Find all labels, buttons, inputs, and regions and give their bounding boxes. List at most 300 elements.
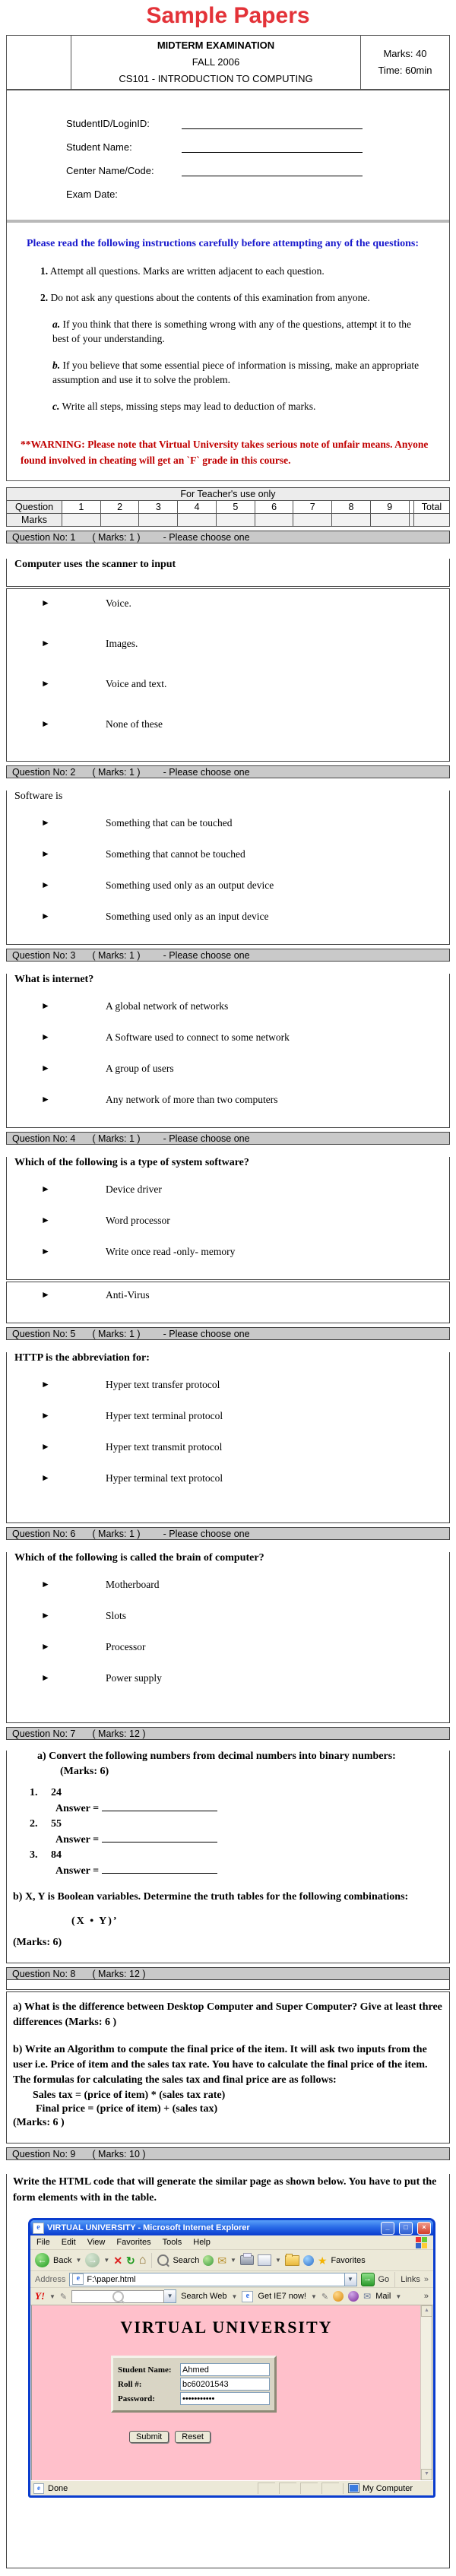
question-3-body [6, 974, 450, 1128]
browser-page-content [31, 2305, 432, 2480]
option-label: Motherboard [106, 1579, 160, 1590]
instruction-number: b. [52, 360, 61, 371]
scroll-down-icon[interactable]: ▼ [421, 2469, 432, 2480]
question-text: HTTP is the abbreviation for: [14, 1352, 150, 1364]
option-arrow-icon: ► [41, 1579, 50, 1589]
close-button[interactable]: × [417, 2222, 431, 2235]
option-arrow-icon: ► [41, 879, 50, 890]
option-label: None of these [106, 718, 163, 730]
option-label: Slots [106, 1610, 127, 1621]
ie-standard-toolbar [30, 2250, 433, 2271]
instruction-subitem-b [52, 358, 422, 387]
center-name-blank-line [182, 165, 363, 176]
yahoo-search-dropdown-icon[interactable]: ▼ [164, 2289, 176, 2303]
exam-course: CS101 - INTRODUCTION TO COMPUTING [119, 73, 313, 84]
question-choose-one: - Please choose one [163, 766, 250, 778]
answer-label: Answer = [55, 1803, 100, 1814]
student-field-row [66, 189, 449, 200]
q7-part-a: a) Convert the following numbers from decimal numbers into binary numbers: [37, 1751, 396, 1762]
question-choose-one: - Please choose one [163, 949, 250, 961]
instructions-heading: Please read the following instructions carefully before attempting any of the questions: [27, 238, 420, 249]
marks-row [7, 514, 450, 527]
vertical-scrollbar[interactable] [420, 2305, 432, 2480]
mcq-option[interactable] [41, 1183, 449, 1196]
question-3-header [6, 949, 450, 962]
status-segment [321, 2483, 339, 2494]
mcq-option[interactable] [41, 718, 449, 730]
question-5-body [6, 1352, 450, 1523]
question-text: Computer uses the scanner to input [14, 559, 176, 570]
question-number: Question No: 4 [12, 1133, 76, 1144]
option-label: Device driver [106, 1183, 162, 1195]
question-number: Question No: 7 [12, 1728, 76, 1739]
mcq-option[interactable] [41, 1578, 449, 1591]
print-button-icon[interactable] [240, 2255, 254, 2265]
question-number: Question No: 1 [12, 531, 76, 543]
option-arrow-icon: ► [41, 718, 50, 729]
studentid-label: StudentID/LoginID: [66, 118, 150, 129]
minimize-button[interactable]: _ [381, 2222, 394, 2235]
pencil-icon[interactable]: ✎ [59, 2292, 68, 2302]
option-arrow-icon: ► [41, 1246, 50, 1256]
q7-formula: (X • Y)’ [71, 1915, 119, 1927]
question-5-header [6, 1327, 450, 1340]
option-arrow-icon: ► [41, 1672, 50, 1683]
maximize-button[interactable]: □ [399, 2222, 413, 2235]
item-value: 24 [51, 1787, 62, 1798]
reset-button[interactable]: Reset [175, 2431, 211, 2443]
address-label: Address [35, 2274, 66, 2284]
option-arrow-icon: ► [41, 1410, 50, 1421]
student-name-blank-line [182, 141, 363, 153]
menu-item-edit[interactable]: Edit [61, 2238, 76, 2247]
question-row-label: Question [7, 501, 62, 514]
question-col: 3 [139, 501, 178, 514]
option-arrow-icon: ► [41, 1094, 50, 1104]
option-label: Processor [106, 1641, 146, 1652]
option-arrow-icon: ► [41, 1441, 50, 1452]
favorites-button-label[interactable]: Favorites [331, 2255, 366, 2265]
edit-dropdown-icon[interactable]: ▼ [274, 2257, 281, 2264]
item-value: 84 [51, 1849, 62, 1861]
mcq-option[interactable] [41, 848, 449, 860]
instruction-item-2 [40, 290, 422, 305]
question-col: 5 [216, 501, 255, 514]
mcq-option[interactable] [41, 597, 449, 610]
option-label: Hyper text transfer protocol [106, 1379, 220, 1390]
ie-page-icon: e [33, 2223, 44, 2234]
student-field-row [66, 141, 449, 153]
exam-header-empty-cell [7, 36, 71, 90]
question-number: Question No: 9 [12, 2148, 76, 2159]
question-1-options [6, 588, 450, 762]
option-arrow-icon: ► [41, 1379, 50, 1389]
q8-formula-2: Final price = (price of item) + (sales tax) [36, 2103, 218, 2115]
ie7-dropdown-icon[interactable]: ▼ [310, 2292, 317, 2300]
student-name-label: Student Name: [118, 2365, 172, 2375]
question-col: 1 [62, 501, 101, 514]
question-1-header [6, 531, 450, 543]
yahoo-search-input[interactable] [71, 2290, 164, 2303]
ie-menu-bar [30, 2235, 433, 2250]
address-dropdown-icon[interactable]: ▼ [345, 2273, 357, 2286]
center-name-label: Center Name/Code: [66, 165, 154, 176]
q7-item-3 [30, 1849, 449, 1862]
password-label: Password: [118, 2394, 155, 2403]
option-arrow-icon: ► [41, 911, 50, 921]
divider [7, 220, 449, 223]
instruction-subitem-c [52, 399, 422, 413]
option-label: Hyper terminal text protocol [106, 1472, 223, 1484]
mcq-option[interactable] [41, 1000, 449, 1012]
option-label: Something that can be touched [106, 817, 233, 829]
option-label: Hyper text terminal protocol [106, 1410, 223, 1421]
marks-cell [255, 514, 293, 527]
item-number: 1. [30, 1787, 38, 1798]
question-choose-one: - Please choose one [163, 1133, 250, 1144]
form-row [118, 2363, 270, 2376]
marks-total-cell [414, 514, 450, 527]
question-9-body [6, 2174, 450, 2568]
form-table [111, 2356, 277, 2413]
page-heading: VIRTUAL UNIVERSITY [120, 2318, 333, 2337]
status-segment [258, 2483, 275, 2494]
exam-time: Time: 60min [378, 65, 432, 76]
mcq-option[interactable] [41, 910, 449, 923]
history-button-icon[interactable] [203, 2255, 214, 2266]
go-button-icon[interactable]: → [361, 2273, 375, 2286]
form-buttons [129, 2431, 432, 2443]
question-choose-one: - Please choose one [163, 531, 250, 543]
refresh-button-icon[interactable]: ↻ [126, 2254, 135, 2267]
mcq-option[interactable] [41, 816, 449, 829]
messenger-button-icon[interactable] [303, 2255, 314, 2266]
forward-button-icon[interactable]: → [85, 2253, 100, 2267]
option-label: Images. [106, 638, 138, 649]
question-2-options [7, 816, 449, 923]
question-4-options [7, 1183, 449, 1258]
marks-cell [216, 514, 255, 527]
mcq-option[interactable] [41, 1609, 449, 1622]
menu-item-view[interactable]: View [87, 2238, 106, 2247]
question-col: 2 [100, 501, 139, 514]
my-computer-icon [348, 2483, 359, 2493]
instruction-number: c. [52, 401, 60, 412]
teacher-marks-table [6, 487, 450, 527]
mcq-option[interactable] [41, 1440, 449, 1453]
question-6-options [7, 1578, 449, 1684]
window-title: VIRTUAL UNIVERSITY - Microsoft Internet Explorer [47, 2223, 250, 2232]
back-button-icon[interactable]: ← [35, 2253, 49, 2267]
form-row [118, 2392, 270, 2405]
toolbar-overflow-icon[interactable]: » [423, 2292, 429, 2301]
page-title: Sample Papers [146, 3, 310, 28]
question-marks: ( Marks: 10 ) [92, 2148, 146, 2159]
back-button-label[interactable]: Back [53, 2255, 72, 2265]
option-label: Anti-Virus [106, 1289, 150, 1301]
question-8-spacer-box [6, 1980, 450, 1990]
option-label: A Software used to connect to some network [106, 1031, 290, 1043]
question-marks: ( Marks: 1 ) [92, 1133, 141, 1144]
answer-label: Answer = [55, 1834, 100, 1846]
submit-button[interactable]: Submit [129, 2431, 169, 2443]
exam-date-label: Exam Date: [66, 189, 118, 200]
instruction-text: Write all steps, missing steps may lead to deduction of marks. [62, 401, 316, 412]
q7-item-1 [30, 1787, 449, 1799]
q8-part-b-marks: (Marks: 6 ) [13, 2117, 65, 2128]
question-choose-one: - Please choose one [163, 1328, 250, 1339]
q8-part-a: a) What is the difference between Desktop Computer and Super Computer? Give at least three differences (Marks: 6 ) [13, 2001, 442, 2028]
mcq-option[interactable] [41, 1472, 449, 1484]
go-button-label[interactable]: Go [378, 2274, 390, 2284]
briefcase-icon[interactable] [348, 2291, 359, 2302]
option-label: Voice. [106, 597, 131, 609]
menu-item-file[interactable]: File [36, 2238, 50, 2247]
yahoo-mail-label[interactable]: Mail [375, 2292, 391, 2301]
question-2-body [6, 791, 450, 945]
password-input[interactable] [180, 2392, 270, 2405]
instruction-item-1 [40, 264, 422, 278]
question-number: Question No: 2 [12, 766, 76, 778]
instruction-number: 2. [40, 292, 49, 303]
mcq-option[interactable] [41, 1245, 449, 1258]
question-col: 7 [293, 501, 332, 514]
edit-button-icon[interactable] [258, 2254, 271, 2266]
answer-blank-line [102, 1832, 217, 1842]
q7-part-b: b) X, Y is Boolean variables. Determine the truth tables for the following combinations: [13, 1891, 409, 1903]
magnifier-icon [112, 2291, 124, 2302]
mcq-option[interactable] [41, 1640, 449, 1653]
toolbar-separator [394, 2272, 395, 2287]
marks-cell [293, 514, 332, 527]
question-6-header [6, 1527, 450, 1540]
question-number: Question No: 3 [12, 949, 76, 961]
status-segment [279, 2483, 296, 2494]
total-col-label: Total [414, 501, 450, 514]
links-label[interactable]: Links [401, 2274, 420, 2284]
mcq-option[interactable] [41, 1062, 449, 1075]
get-ie7-button[interactable]: Get IE7 now! [258, 2292, 306, 2301]
globe-icon[interactable] [333, 2291, 344, 2302]
mcq-option[interactable] [41, 1671, 449, 1684]
option-arrow-icon: ► [41, 1472, 50, 1483]
question-col: 6 [255, 501, 293, 514]
question-marks: ( Marks: 1 ) [92, 1528, 141, 1539]
item-number: 3. [30, 1849, 38, 1861]
question-4-options-continued [6, 1282, 450, 1323]
menu-item-favorites[interactable]: Favorites [116, 2238, 151, 2247]
question-number: Question No: 5 [12, 1328, 76, 1339]
question-text: Software is [14, 791, 63, 802]
status-zone [343, 2483, 430, 2494]
instruction-number: 1. [40, 265, 49, 277]
mail-icon[interactable]: ✉ [363, 2291, 372, 2302]
answer-label: Answer = [55, 1865, 100, 1877]
mcq-option[interactable] [41, 1093, 449, 1106]
question-9-header [6, 2147, 450, 2160]
question-col: 4 [178, 501, 217, 514]
form-row [118, 2378, 270, 2391]
ie-status-bar [30, 2480, 433, 2495]
ie7-icon: e [242, 2291, 253, 2302]
mail-dropdown-icon[interactable]: ▼ [230, 2257, 236, 2264]
option-arrow-icon: ► [41, 678, 50, 689]
menu-item-tools[interactable]: Tools [162, 2238, 182, 2247]
marks-cell [332, 514, 371, 527]
exam-marks: Marks: 40 [383, 48, 427, 59]
option-label: Something used only as an output device [106, 879, 274, 891]
yahoo-dropdown-icon[interactable]: ▼ [49, 2292, 55, 2300]
option-label: Write once read -only- memory [106, 1246, 236, 1257]
status-text: Done [48, 2483, 68, 2493]
question-7-header [6, 1727, 450, 1740]
q7-item-2 [30, 1818, 449, 1830]
question-4-body [6, 1157, 450, 1280]
teacher-table-title: For Teacher's use only [7, 488, 450, 501]
mcq-option[interactable] [41, 1409, 449, 1422]
home-button-icon[interactable]: ⌂ [138, 2253, 147, 2267]
option-arrow-icon: ► [41, 597, 50, 608]
option-label: Any network of more than two computers [106, 1094, 278, 1105]
option-arrow-icon: ► [41, 1610, 50, 1621]
question-number: Question No: 8 [12, 1968, 76, 1979]
mcq-option[interactable] [41, 1031, 449, 1044]
q7-part-b-marks: (Marks: 6) [13, 1937, 62, 1948]
option-arrow-icon: ► [41, 1031, 50, 1042]
stop-button-icon[interactable]: ✕ [113, 2254, 123, 2267]
option-label: Word processor [106, 1215, 170, 1226]
links-chevron-icon[interactable]: » [423, 2274, 429, 2284]
mcq-option[interactable] [41, 637, 449, 650]
item-number: 2. [30, 1818, 38, 1830]
question-col: 8 [332, 501, 371, 514]
instruction-text: Attempt all questions. Marks are written adjacent to each question. [49, 265, 325, 277]
marks-cell [100, 514, 139, 527]
option-arrow-icon: ► [41, 638, 50, 648]
question-marks: ( Marks: 12 ) [92, 1968, 146, 1979]
mcq-option[interactable] [41, 1214, 449, 1227]
instruction-subitem-a [52, 317, 422, 346]
mcq-option[interactable] [41, 1378, 449, 1391]
roll-number-label: Roll #: [118, 2379, 142, 2389]
folders-button-icon[interactable] [285, 2255, 299, 2266]
forward-dropdown-icon[interactable]: ▼ [103, 2257, 110, 2264]
status-segment [300, 2483, 318, 2494]
toolbar-separator [151, 2253, 152, 2268]
option-arrow-icon: ► [41, 848, 50, 859]
roll-number-input[interactable] [180, 2378, 270, 2391]
student-info-box [6, 90, 450, 481]
question-text: What is internet? [14, 974, 94, 985]
option-arrow-icon: ► [41, 1000, 50, 1011]
mcq-option[interactable] [41, 677, 449, 690]
question-4-header [6, 1132, 450, 1145]
address-value: F:\paper.html [87, 2274, 136, 2284]
q7-answer-3 [55, 1863, 449, 1877]
option-label: Voice and text. [106, 678, 167, 689]
answer-blank-line [102, 1801, 217, 1811]
q7-answer-2 [55, 1832, 449, 1846]
option-label: Something used only as an input device [106, 911, 269, 922]
windows-logo-icon [416, 2237, 427, 2248]
question-marks: ( Marks: 1 ) [92, 949, 141, 961]
instruction-text: If you believe that some essential piece of information is missing, make an appropriate assumption and use it to solve the problem. [52, 360, 420, 385]
student-field-row [66, 165, 449, 176]
mail-button-icon[interactable]: ✉ [217, 2254, 227, 2267]
q8-formula-1: Sales tax = (price of item) * (sales tax rate) [33, 2090, 226, 2101]
question-8-header [6, 1967, 450, 1980]
scroll-up-icon[interactable]: ▲ [421, 2305, 432, 2317]
option-label: A group of users [106, 1063, 174, 1074]
option-arrow-icon: ► [41, 1215, 50, 1225]
mcq-option[interactable] [41, 879, 449, 892]
question-8-body [6, 1991, 450, 2143]
page-icon: e [72, 2273, 84, 2285]
question-marks: ( Marks: 1 ) [92, 766, 141, 778]
item-value: 55 [51, 1818, 62, 1830]
option-label: Something that cannot be touched [106, 848, 245, 860]
question-marks: ( Marks: 12 ) [92, 1728, 146, 1739]
yahoo-toolbar [30, 2288, 433, 2305]
status-page-icon: e [33, 2483, 44, 2494]
warning-text: **WARNING: Please note that Virtual University takes serious note of unfair means. Anyone found involved in cheating will get an `F` grade in this course. [21, 439, 429, 466]
back-dropdown-icon[interactable]: ▼ [75, 2257, 82, 2264]
question-col: 9 [370, 501, 409, 514]
address-input[interactable] [69, 2273, 344, 2286]
option-label: A global network of networks [106, 1000, 229, 1012]
instruction-text: If you think that there is something wrong with any of the questions, attempt it to the best of your understanding. [52, 318, 412, 344]
marks-cell [139, 514, 178, 527]
compose-icon[interactable]: ✎ [321, 2292, 329, 2302]
option-label: Hyper text transmit protocol [106, 1441, 223, 1453]
marks-row-label: Marks [7, 514, 62, 527]
mcq-option[interactable] [41, 1288, 449, 1301]
q7-answer-1 [55, 1801, 449, 1815]
question-text: Which of the following is called the brain of computer? [14, 1552, 264, 1564]
question-5-options [7, 1378, 449, 1484]
exam-term: FALL 2006 [192, 56, 240, 68]
instruction-number: a. [52, 318, 61, 330]
option-arrow-icon: ► [41, 1063, 50, 1073]
q7-part-a-marks: (Marks: 6) [60, 1766, 109, 1777]
question-7-body [6, 1751, 450, 1963]
student-field-row [66, 118, 449, 129]
ie-title-bar[interactable] [30, 2220, 433, 2235]
question-marks: ( Marks: 1 ) [92, 1328, 141, 1339]
question-marks: ( Marks: 1 ) [92, 531, 141, 543]
question-choose-one: - Please choose one [163, 1528, 250, 1539]
favorites-button-icon[interactable]: ★ [317, 2254, 328, 2267]
option-label: Power supply [106, 1672, 162, 1684]
yahoo-logo-icon[interactable]: Y! [35, 2290, 45, 2302]
instruction-text: Do not ask any questions about the contents of this examination from anyone. [50, 292, 370, 303]
mail-dropdown-icon[interactable]: ▼ [395, 2292, 402, 2300]
option-arrow-icon: ► [41, 1183, 50, 1194]
question-1-text-box [6, 559, 450, 587]
marks-cell [178, 514, 217, 527]
my-computer-label: My Computer [363, 2483, 413, 2493]
menu-item-help[interactable]: Help [193, 2238, 211, 2247]
student-name-input[interactable] [180, 2363, 270, 2376]
search-button-label[interactable]: Search [173, 2255, 200, 2265]
search-button-icon[interactable] [157, 2254, 169, 2266]
search-web-button[interactable]: Search Web [181, 2292, 227, 2301]
marks-cell [62, 514, 101, 527]
question-text: Which of the following is a type of system software? [14, 1157, 249, 1168]
question-text: Write the HTML code that will generate the similar page as shown below. You have to put the form elements with in the table. [13, 2176, 437, 2204]
ie-window [28, 2218, 435, 2498]
search-web-dropdown-icon[interactable]: ▼ [231, 2292, 238, 2300]
